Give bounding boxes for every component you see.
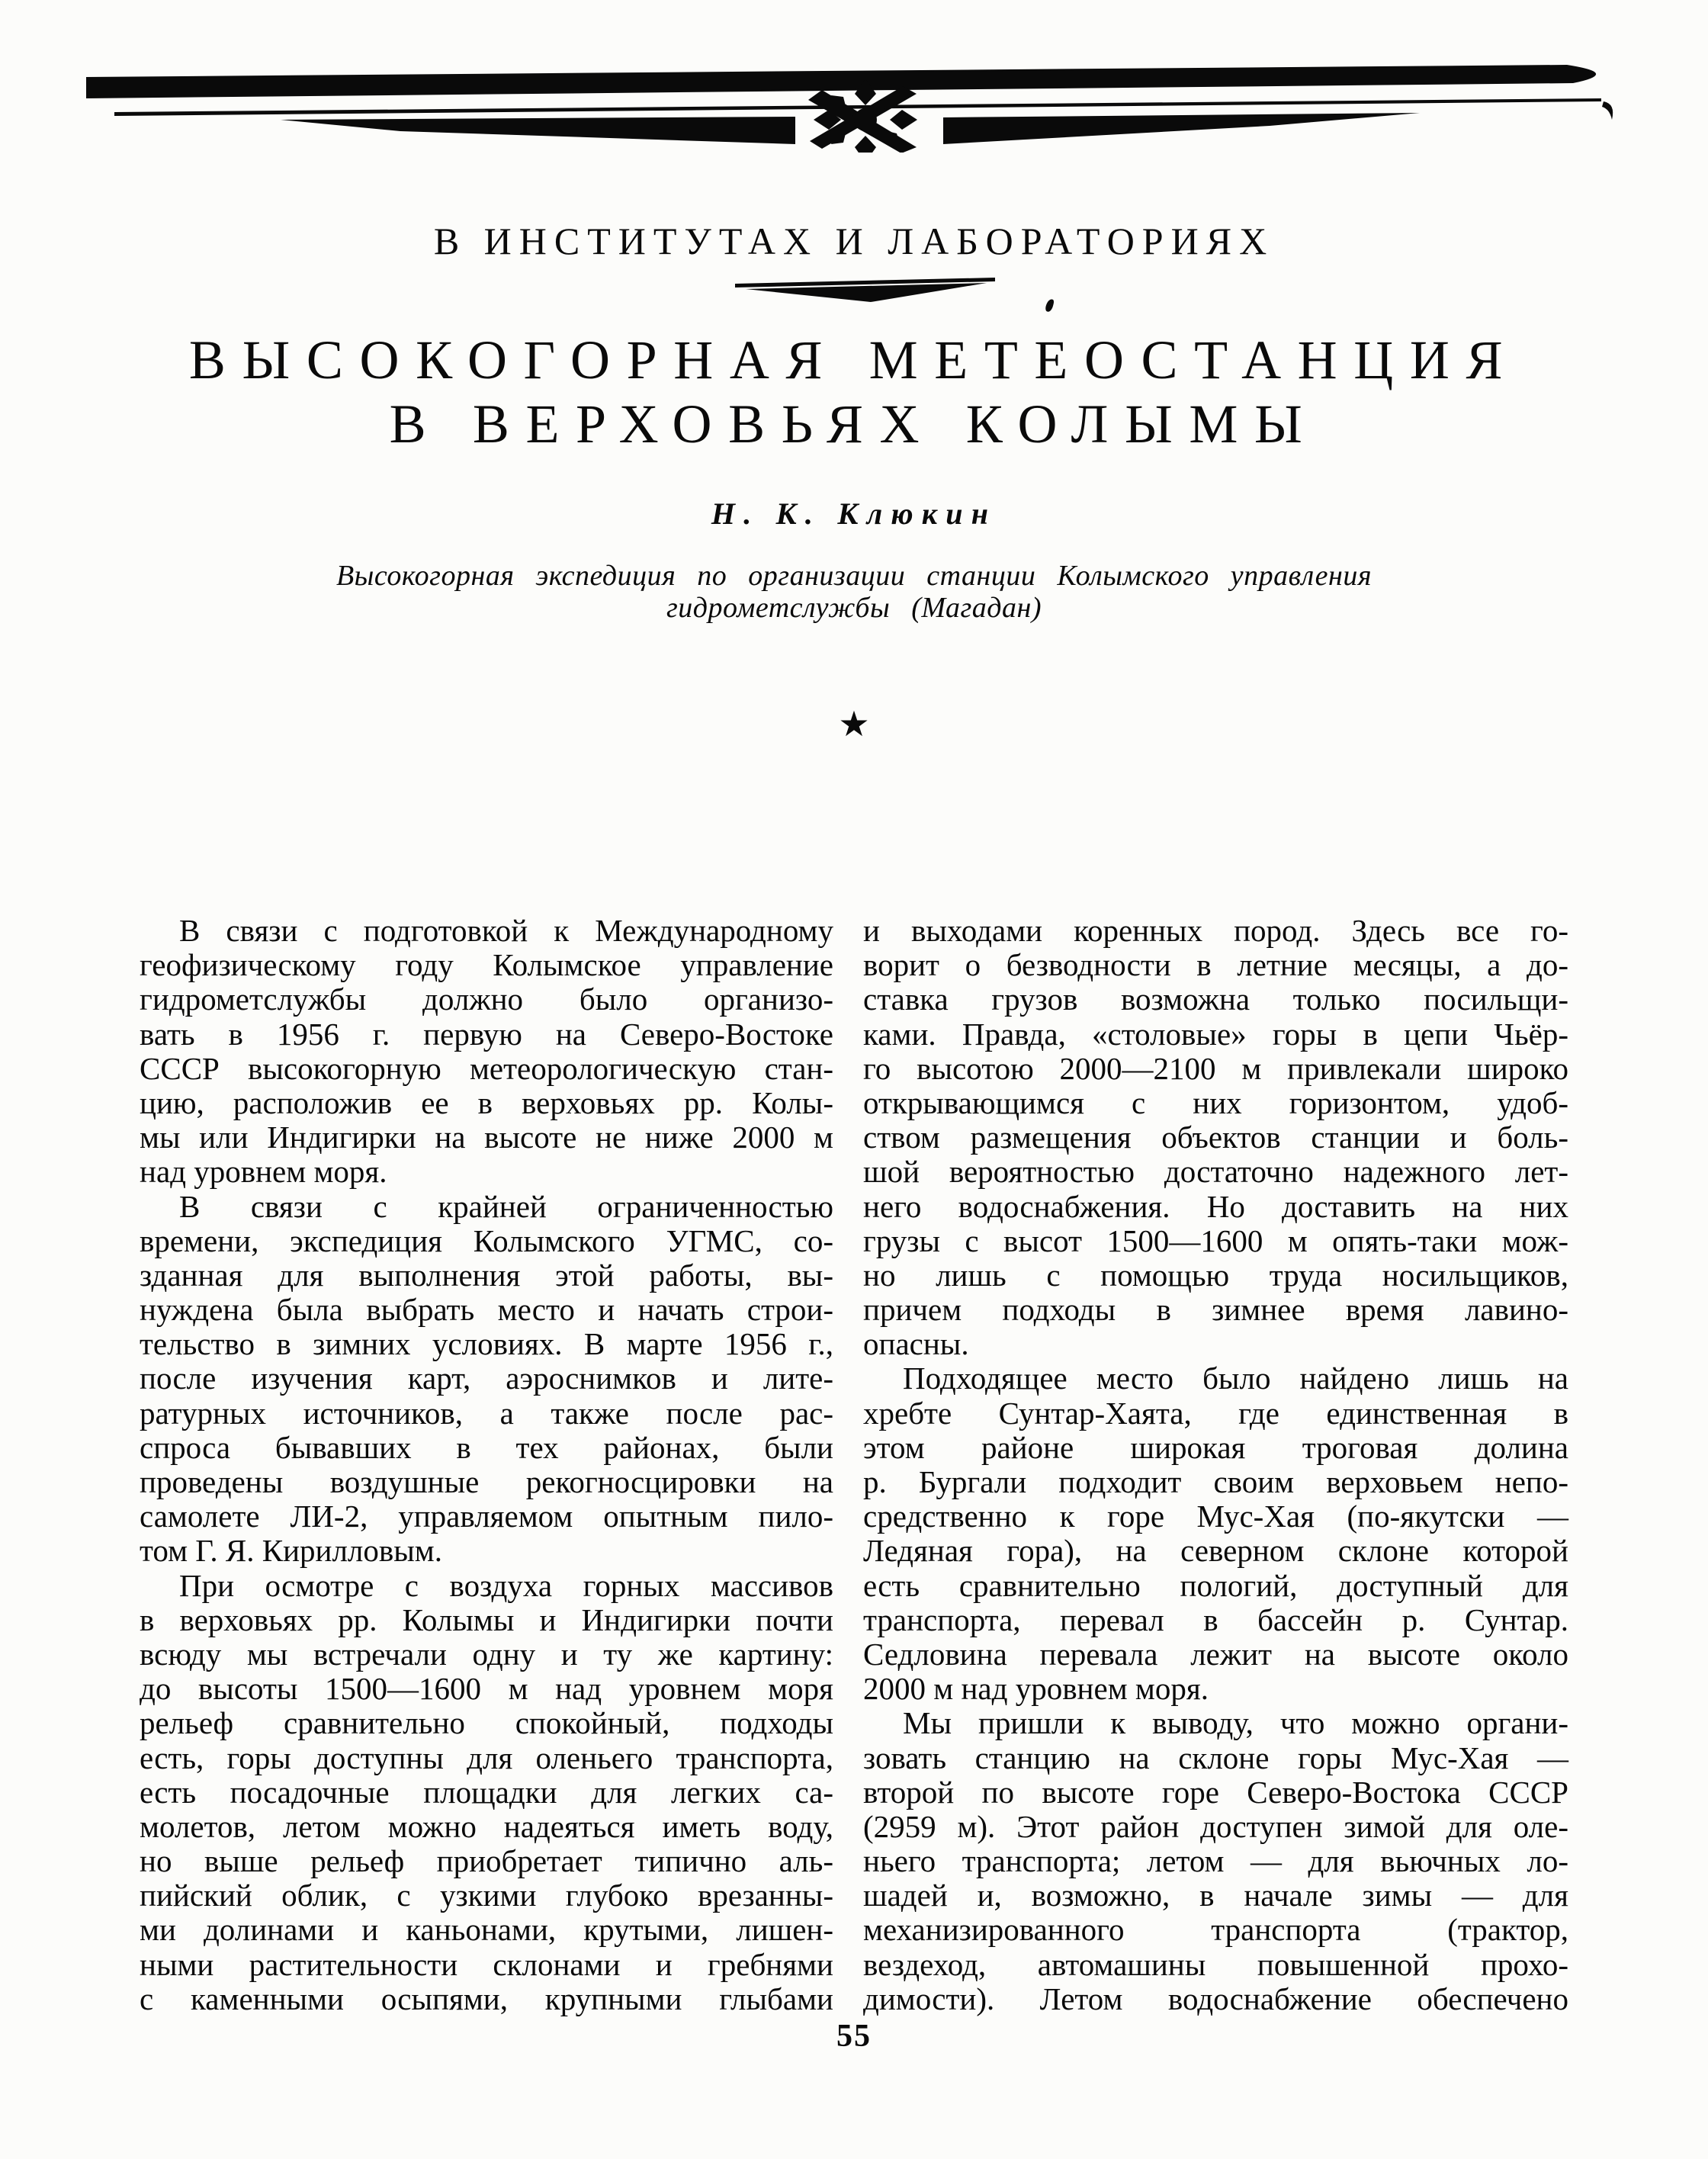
text-line: спроса бывавших в тех районах, были <box>140 1429 833 1465</box>
text-line: шадей и, возможно, в начале зимы — для <box>863 1878 1568 1913</box>
text-line: ми долинами и каньонами, крутыми, лишен- <box>140 1912 833 1948</box>
text-line: ворит о безводности в летние месяцы, а до- <box>863 947 1568 983</box>
text-line: вездеход, автомашины повышенной прохо- <box>863 1946 1568 1982</box>
author-name: Н. К. Клюкин <box>711 496 997 531</box>
text-line: молетов, летом можно надеяться иметь воду, <box>140 1808 833 1844</box>
text-line: вать в 1956 г. первую на Северо-Востоке <box>140 1016 833 1052</box>
text-line: причем подходы в зимнее время лавино- <box>863 1292 1568 1328</box>
text-line: зовать станцию на склоне горы Мус-Хая — <box>863 1740 1568 1775</box>
text-line: В связи с крайней ограниченностью <box>179 1188 833 1224</box>
text-line: ратурных источников, а также после рас- <box>140 1395 833 1431</box>
affiliation-line2: гидрометслужбы (Магадан) <box>666 592 1042 624</box>
text-line: пийский облик, с узкими глубоко врезанны- <box>140 1878 833 1913</box>
text-line: СССР высокогорную метеорологическую стан- <box>140 1050 833 1086</box>
text-line: него водоснабжения. Но доставить на них <box>863 1188 1568 1224</box>
text-line: есть посадочные площадки для легких са- <box>140 1774 833 1810</box>
text-line: над уровнем моря. <box>140 1154 387 1190</box>
text-line: этом районе широкая троговая долина <box>863 1429 1568 1465</box>
text-line: нуждена была выбрать место и начать строи- <box>140 1292 833 1328</box>
text-line: проведены воздушные рекогносцировки на <box>140 1464 833 1499</box>
headpiece-rule-graphic <box>80 65 1628 153</box>
text-line: цию, расположив ее в верховьях рр. Колы- <box>140 1084 833 1120</box>
text-line: Ледяная гора), на северном склоне которой <box>863 1533 1568 1569</box>
text-line: есть, горы доступны для оленьего транспорта, <box>140 1740 833 1775</box>
text-line: зданная для выполнения этой работы, вы- <box>140 1257 833 1293</box>
section-divider-graphic <box>734 273 997 304</box>
text-line: Подходящее место было найдено лишь на <box>903 1361 1568 1396</box>
text-line: всюду мы встречали одну и ту же картину: <box>140 1636 833 1672</box>
text-line: При осмотре с воздуха горных массивов <box>179 1567 833 1603</box>
article-title-line1: ВЫСОКОГОРНАЯ МЕТЕОСТАНЦИЯ <box>188 329 1520 390</box>
article-title-line2: В ВЕРХОВЬЯХ КОЛЫМЫ <box>389 394 1319 455</box>
text-line: грузы с высот 1500—1600 м опять-таки мож- <box>863 1222 1568 1258</box>
body-column-right <box>863 914 1568 2016</box>
text-line: но лишь с помощью труда носильщиков, <box>863 1257 1568 1293</box>
text-line: ными растительности склонами и гребнями <box>140 1946 833 1982</box>
text-line: транспорта, перевал в бассейн р. Сунтар. <box>863 1602 1568 1637</box>
text-line: шой вероятностью достаточно надежного лет- <box>863 1154 1568 1190</box>
text-line: хребте Сунтар-Хаята, где единственная в <box>863 1395 1568 1431</box>
text-line: времени, экспедиция Колымского УГМС, со- <box>140 1222 833 1258</box>
text-line: самолете ЛИ-2, управляемом опытным пило- <box>140 1499 833 1534</box>
text-line: ством размещения объектов станции и боль- <box>863 1120 1568 1155</box>
print-speck <box>1045 298 1055 313</box>
text-line: го высотою 2000—2100 м привлекали широко <box>863 1050 1568 1086</box>
text-line: есть сравнительно пологий, доступный для <box>863 1567 1568 1603</box>
text-line: гидрометслужбы должно было организо- <box>140 982 833 1017</box>
text-line: ставка грузов возможна только посильщи- <box>863 982 1568 1017</box>
text-line: открывающимся с них горизонтом, удоб- <box>863 1084 1568 1120</box>
page-number: 55 <box>836 2019 872 2054</box>
text-line: после изучения карт, аэроснимков и лите- <box>140 1361 833 1396</box>
article-title <box>0 328 1708 456</box>
text-line: том Г. Я. Кирилловым. <box>140 1533 442 1569</box>
affiliation-line1: Высокогорная экспедиция по организации станции Колымского управления <box>336 560 1372 592</box>
star-icon: ★ <box>838 703 870 744</box>
text-line: рельеф сравнительно спокойный, подходы <box>140 1705 833 1741</box>
text-line: до высоты 1500—1600 м над уровнем моря <box>140 1671 833 1707</box>
text-line: В связи с подготовкой к Международному <box>179 913 833 948</box>
section-divider <box>734 273 997 304</box>
text-line: Мы пришли к выводу, что можно органи- <box>903 1705 1568 1741</box>
text-line: 2000 м над уровнем моря. <box>863 1671 1209 1707</box>
text-line: ньего транспорта; летом — для вьючных ло- <box>863 1843 1568 1879</box>
text-line: р. Бургали подходит своим верховьем непо- <box>863 1464 1568 1499</box>
text-line: в верховьях рр. Колымы и Индигирки почти <box>140 1602 833 1637</box>
text-line: но выше рельеф приобретает типично аль- <box>140 1843 833 1879</box>
section-title: В ИНСТИТУТАХ И ЛАБОРАТОРИЯХ <box>433 220 1275 262</box>
author-affiliation <box>0 560 1708 624</box>
headpiece-ornament <box>80 65 1628 153</box>
text-line: механизированного транспорта (трактор, <box>863 1912 1568 1948</box>
text-line: с каменными осыпями, крупными глыбами <box>140 1981 833 2016</box>
text-line: димости). Летом водоснабжение обеспечено <box>863 1981 1568 2016</box>
text-line: ками. Правда, «столовые» горы в цепи Чьёр- <box>863 1016 1568 1052</box>
text-line: второй по высоте горе Северо-Востока СССР <box>863 1774 1568 1810</box>
text-line: средственно к горе Мус-Хая (по-якутски — <box>863 1499 1568 1534</box>
text-line: мы или Индигирки на высоте не ниже 2000 м <box>140 1120 833 1155</box>
text-line: и выходами коренных пород. Здесь все го- <box>863 913 1568 948</box>
text-line: опасны. <box>863 1326 969 1362</box>
text-line: тельство в зимних условиях. В марте 1956 г., <box>140 1326 833 1362</box>
text-line: (2959 м). Этот район доступен зимой для оле- <box>863 1808 1568 1844</box>
body-column-left <box>140 914 833 2016</box>
text-line: Седловина перевала лежит на высоте около <box>863 1636 1568 1672</box>
text-line: геофизическому году Колымское управление <box>140 947 833 983</box>
